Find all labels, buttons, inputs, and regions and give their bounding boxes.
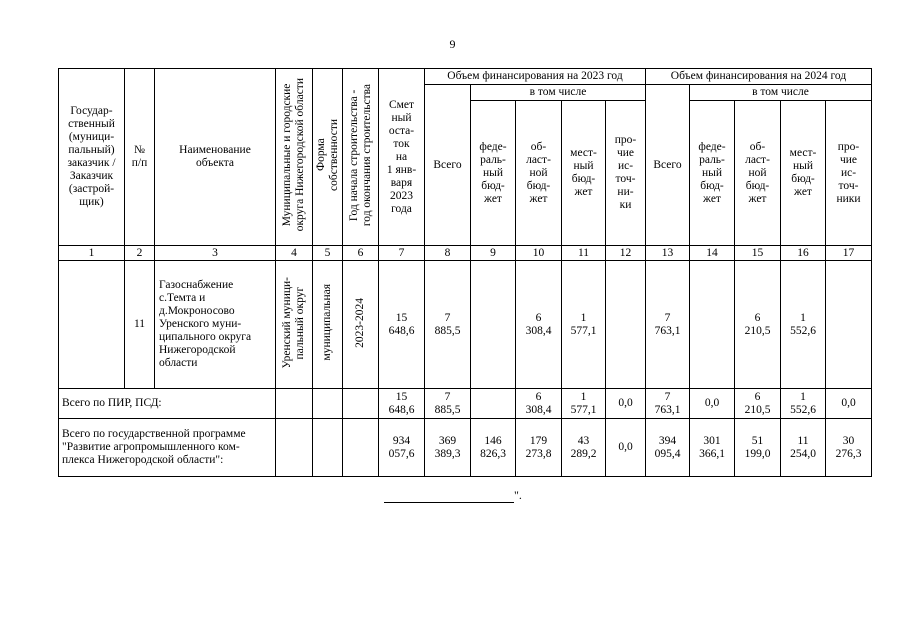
header-object-name: Наименование объекта — [155, 69, 276, 246]
object-total-2024: 7 763,1 — [646, 261, 690, 389]
header-federal-2024: феде- раль- ный бюд- жет — [690, 101, 735, 246]
object-local-2024: 1 552,6 — [781, 261, 826, 389]
header-total-2024: Всего — [646, 85, 690, 246]
header-local-2023: мест- ный бюд- жет — [562, 101, 606, 246]
financing-table — [58, 68, 872, 477]
header-years — [343, 69, 379, 246]
pir-local-2024: 1 552,6 — [781, 389, 826, 419]
pir-total-2023: 7 885,5 — [425, 389, 471, 419]
object-years-text: 2023-2024 — [354, 297, 366, 348]
column-number: 14 — [690, 246, 735, 261]
program-federal-2023: 146 826,3 — [471, 419, 516, 477]
header-years-text: Год начала строительства - год окончания строительства — [347, 83, 373, 227]
column-number: 9 — [471, 246, 516, 261]
program-total-empty — [313, 419, 343, 477]
object-num: 11 — [125, 261, 155, 389]
column-number: 2 — [125, 246, 155, 261]
object-regional-2023: 6 308,4 — [516, 261, 562, 389]
column-number: 16 — [781, 246, 826, 261]
header-federal-2023: феде- раль- ный бюд- жет — [471, 101, 516, 246]
column-number: 7 — [379, 246, 425, 261]
object-local-2023: 1 577,1 — [562, 261, 606, 389]
object-regional-2024: 6 210,5 — [735, 261, 781, 389]
pir-total-empty — [343, 389, 379, 419]
column-number-row — [59, 246, 872, 261]
header-regional-2023: об- ласт- ной бюд- жет — [516, 101, 562, 246]
pir-total-2024: 7 763,1 — [646, 389, 690, 419]
header-customer: Государ- ственный (муници- пальный) заказчик / Заказчик (застрой- щик) — [59, 69, 125, 246]
column-number: 11 — [562, 246, 606, 261]
object-federal-2023 — [471, 261, 516, 389]
program-total-empty — [276, 419, 313, 477]
program-total-row — [59, 419, 872, 477]
column-number: 6 — [343, 246, 379, 261]
program-local-2023: 43 289,2 — [562, 419, 606, 477]
object-row — [59, 261, 872, 389]
pir-other-2023: 0,0 — [606, 389, 646, 419]
object-ownership — [313, 261, 343, 389]
header-municipal-district-text: Муниципальные и городские округа Нижегородской области — [281, 78, 306, 232]
column-number: 12 — [606, 246, 646, 261]
column-number: 15 — [735, 246, 781, 261]
pir-other-2024: 0,0 — [826, 389, 872, 419]
page-number: 9 — [449, 37, 456, 51]
pir-total-empty — [313, 389, 343, 419]
pir-total-estimate: 15 648,6 — [379, 389, 425, 419]
program-total-label: Всего по государственной программе "Развитие агропромышленного ком- плекса Нижегородской области": — [59, 419, 276, 477]
program-total-2024: 394 095,4 — [646, 419, 690, 477]
object-ownership-text: муниципальная — [321, 284, 333, 361]
column-number: 8 — [425, 246, 471, 261]
header-fin-2024: Объем финансирования на 2024 год — [646, 69, 872, 85]
program-regional-2023: 179 273,8 — [516, 419, 562, 477]
program-federal-2024: 301 366,1 — [690, 419, 735, 477]
header-other-2024: про- чие ис- точ- ники — [826, 101, 872, 246]
object-other-2024 — [826, 261, 872, 389]
program-other-2023: 0,0 — [606, 419, 646, 477]
column-number: 4 — [276, 246, 313, 261]
pir-regional-2024: 6 210,5 — [735, 389, 781, 419]
program-total-estimate: 934 057,6 — [379, 419, 425, 477]
pir-federal-2023 — [471, 389, 516, 419]
pir-total-row — [59, 389, 872, 419]
header-including-2024: в том числе — [690, 85, 872, 101]
header-fin-2023: Объем финансирования на 2023 год — [425, 69, 646, 85]
program-total-2023: 369 389,3 — [425, 419, 471, 477]
closing-rule — [384, 501, 514, 503]
object-customer — [59, 261, 125, 389]
object-other-2023 — [606, 261, 646, 389]
header-including-2023: в том числе — [471, 85, 646, 101]
header-num: № п/п — [125, 69, 155, 246]
column-number: 10 — [516, 246, 562, 261]
object-federal-2024 — [690, 261, 735, 389]
column-number: 1 — [59, 246, 125, 261]
program-regional-2024: 51 199,0 — [735, 419, 781, 477]
column-number: 5 — [313, 246, 343, 261]
pir-total-empty — [276, 389, 313, 419]
column-number: 3 — [155, 246, 276, 261]
program-other-2024: 30 276,3 — [826, 419, 872, 477]
header-regional-2024: об- ласт- ной бюд- жет — [735, 101, 781, 246]
closing-mark: ". — [514, 488, 522, 502]
header-estimate-balance: Смет ный оста- ток на 1 янв- варя 2023 года — [379, 69, 425, 246]
pir-regional-2023: 6 308,4 — [516, 389, 562, 419]
pir-local-2023: 1 577,1 — [562, 389, 606, 419]
pir-federal-2024: 0,0 — [690, 389, 735, 419]
column-number: 17 — [826, 246, 872, 261]
header-other-2023: про- чие ис- точ- ни- ки — [606, 101, 646, 246]
program-local-2024: 11 254,0 — [781, 419, 826, 477]
pir-total-label: Всего по ПИР, ПСД: — [59, 389, 276, 419]
object-total-2023: 7 885,5 — [425, 261, 471, 389]
header-ownership-text: Форма собственности — [314, 119, 340, 191]
header-municipal-district — [276, 69, 313, 246]
program-total-empty — [343, 419, 379, 477]
header-ownership — [313, 69, 343, 246]
object-name: Газоснабжение с.Темта и д.Мокроносово Уренского муни- ципального округа Нижегородской области — [155, 261, 276, 389]
closing-line — [384, 488, 522, 503]
object-years — [343, 261, 379, 389]
object-district — [276, 261, 313, 389]
header-local-2024: мест- ный бюд- жет — [781, 101, 826, 246]
object-estimate: 15 648,6 — [379, 261, 425, 389]
object-district-text: Уренский муници- пальный округ — [281, 276, 306, 369]
column-number: 13 — [646, 246, 690, 261]
header-total-2023: Всего — [425, 85, 471, 246]
